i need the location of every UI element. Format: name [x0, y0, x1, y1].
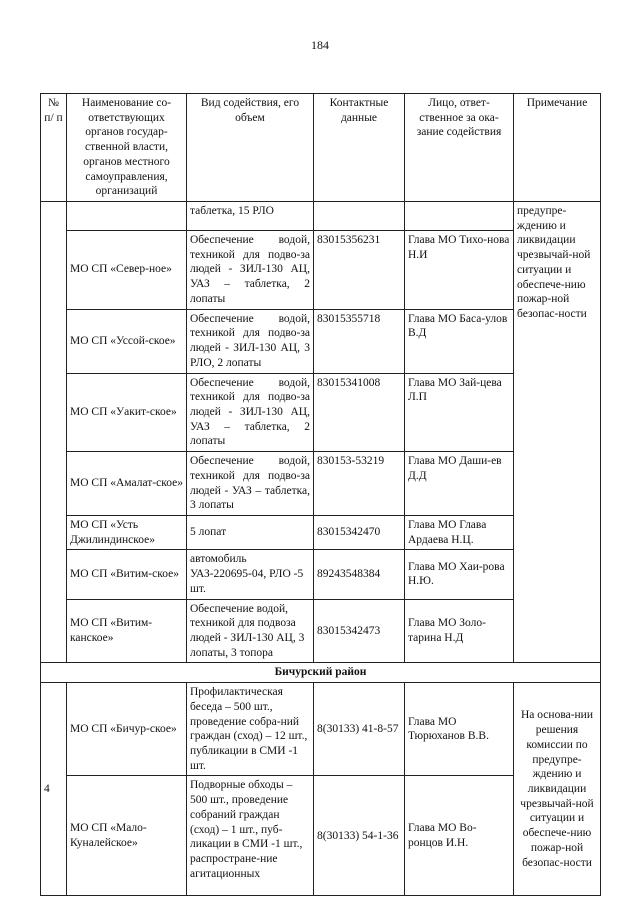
- contacts-cell: 83015342473: [314, 599, 405, 663]
- person-cell: Глава МО Баса-улов В.Д: [405, 309, 514, 373]
- assist-cell: автомобиль УАЗ-220695-04, РЛО -5 шт.: [187, 550, 314, 599]
- row-num-cell: [41, 202, 67, 663]
- contacts-cell: 83015355718: [314, 309, 405, 373]
- org-cell: МО СП «Бичур-ское»: [67, 683, 187, 776]
- assist-cell: Профилактическая беседа – 500 шт., проведение собра-ний граждан (сход) – 12 шт., публикации в СМИ -1 шт.: [187, 683, 314, 776]
- person-cell: Глава МО Тюрюханов В.В.: [405, 683, 514, 776]
- header-row: [41, 94, 601, 202]
- assist-cell: таблетка, 15 РЛО: [187, 202, 314, 231]
- table-row: [41, 202, 601, 231]
- contacts-cell: 8(30133) 54-1-36: [314, 776, 405, 896]
- page-number: 184: [311, 38, 329, 52]
- assist-cell: Подворные обходы – 500 шт., проведение собраний граждан (сход) – 1 шт., пуб-ликации в СМИ -1 шт., распростране-ние агитационных: [187, 776, 314, 896]
- contacts-cell: 89243548384: [314, 550, 405, 599]
- header-num: № п/ п: [41, 94, 67, 202]
- contacts-cell: 8(30133) 41-8-57: [314, 683, 405, 776]
- contacts-cell: 83015356231: [314, 231, 405, 310]
- header-assist: Вид содействия, его объем: [187, 94, 314, 202]
- header-note: Примечание: [514, 94, 601, 202]
- assist-cell: 5 лопат: [187, 515, 314, 549]
- org-cell: МО СП «Усть Джилиндинское»: [67, 515, 187, 549]
- assist-cell: Обеспечение водой, техникой для подво-за людей - УАЗ – таблетка, 3 лопаты: [187, 452, 314, 516]
- org-cell: МО СП «Мало-Куналейское»: [67, 776, 187, 896]
- table-row: [41, 683, 601, 776]
- person-cell: Глава МО Глава Ардаева Н.Ц.: [405, 515, 514, 549]
- district-row: [41, 663, 601, 683]
- note-cell: предупре-ждению и ликвидации чрезвычай-ной ситуации и обеспече-нию пожар-ной безопас-ности: [514, 202, 601, 663]
- header-org: Наименование со-ответствующих органов государ-ственной власти, органов местного самоуправления, организаций: [67, 94, 187, 202]
- assist-cell: Обеспечение водой, техникой для подво-за людей - ЗИЛ-130 АЦ, УАЗ – таблетка, 2 лопаты: [187, 231, 314, 310]
- assist-cell: Обеспечение водой, техникой для подво-за людей - ЗИЛ-130 АЦ, 3 РЛО, 2 лопаты: [187, 309, 314, 373]
- person-cell: Глава МО Золо-тарина Н.Д: [405, 599, 514, 663]
- district-title: Бичурский район: [41, 663, 601, 683]
- person-cell: Глава МО Тихо-нова Н.И: [405, 231, 514, 310]
- header-contacts: Контактные данные: [314, 94, 405, 202]
- contacts-cell: 830153-53219: [314, 452, 405, 516]
- contacts-cell: 83015341008: [314, 373, 405, 452]
- assist-cell: Обеспечение водой, техникой для подвоза людей - ЗИЛ-130 АЦ, 3 лопаты, 3 топора: [187, 599, 314, 663]
- header-person: Лицо, ответ-ственное за ока-зание содействия: [405, 94, 514, 202]
- person-cell: [405, 202, 514, 231]
- person-cell: Глава МО Зай-цева Л.П: [405, 373, 514, 452]
- org-cell: [67, 202, 187, 231]
- org-cell: МО СП «Амалат-ское»: [67, 452, 187, 516]
- person-cell: Глава МО Хаи-рова Н.Ю.: [405, 550, 514, 599]
- org-cell: МО СП «Север-ное»: [67, 231, 187, 310]
- note-cell: На основа-нии решения комиссии по предупре-ждению и ликвидации чрезвычай-ной ситуации и обеспече-нию пожар-ной безопас-ности: [514, 683, 601, 896]
- org-cell: МО СП «Уакит-ское»: [67, 373, 187, 452]
- org-cell: МО СП «Витим-ское»: [67, 550, 187, 599]
- contacts-cell: 83015342470: [314, 515, 405, 549]
- assist-cell: Обеспечение водой, техникой для подво-за людей - ЗИЛ-130 АЦ, УАЗ – таблетка, 2 лопаты: [187, 373, 314, 452]
- org-cell: МО СП «Уссой-ское»: [67, 309, 187, 373]
- person-cell: Глава МО Даши-ев Д.Д: [405, 452, 514, 516]
- contacts-cell: [314, 202, 405, 231]
- org-cell: МО СП «Витим-канское»: [67, 599, 187, 663]
- row-num-cell: 4: [41, 683, 67, 896]
- person-cell: Глава МО Во-ронцов И.Н.: [405, 776, 514, 896]
- assistance-table: [40, 93, 601, 896]
